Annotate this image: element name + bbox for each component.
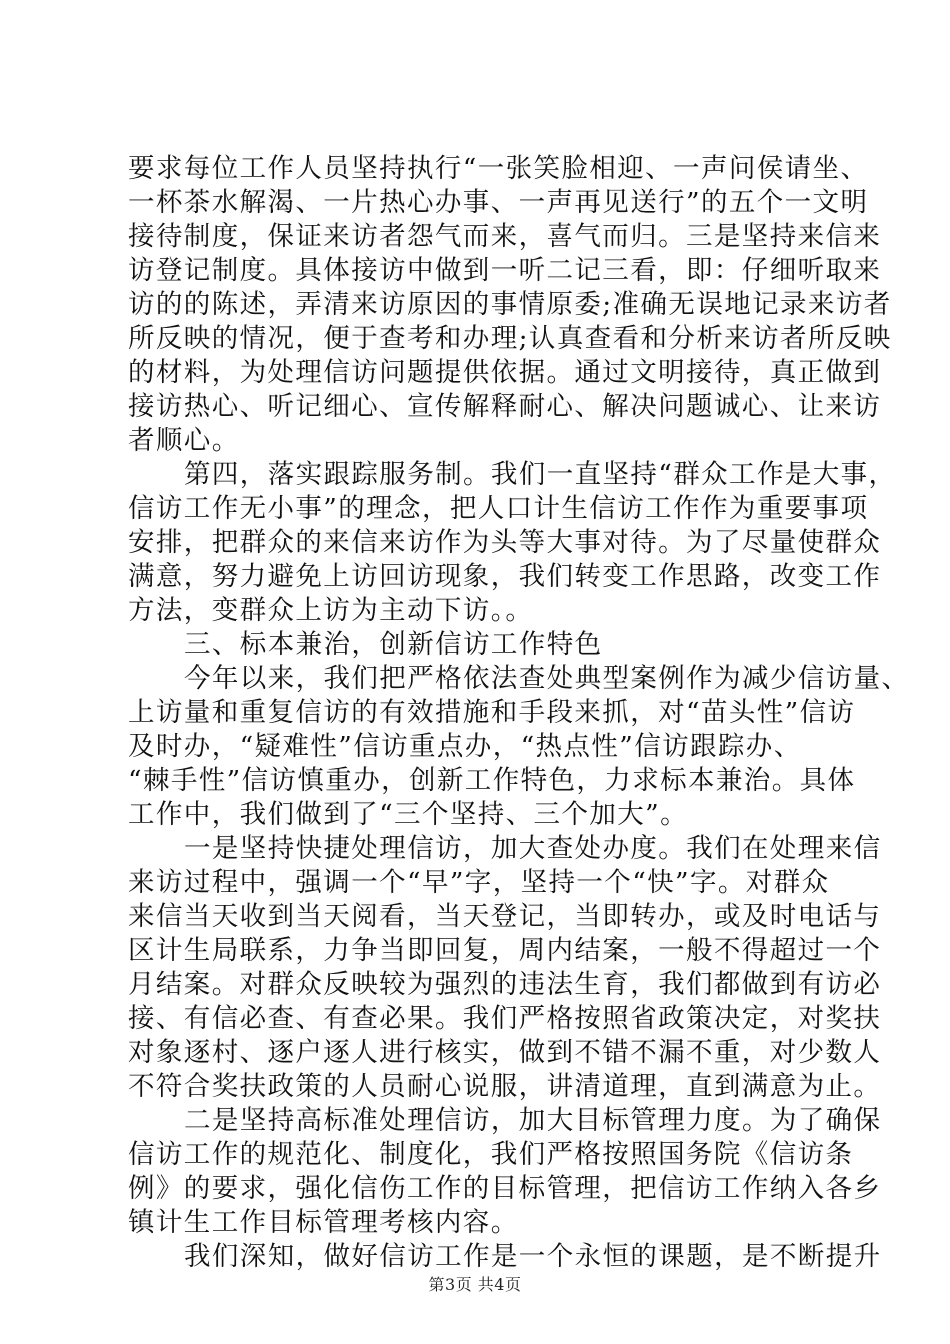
text-line: 接、有信必查、有查必果。我们严格按照省政策决定，对奖扶 <box>128 1003 882 1034</box>
text-line: 方法，变群众上访为主动下访。。 <box>128 595 534 626</box>
text-line: 访的的陈述，弄清来访原因的事情原委;准确无误地记录来访者 <box>128 289 892 320</box>
text-line: 不符合奖扶政策的人员耐心说服，讲清道理，直到满意为止。 <box>128 1071 882 1102</box>
text-line: 接待制度，保证来访者怨气而来，喜气而归。三是坚持来信来 <box>128 221 882 252</box>
text-line: 及时办，“疑难性”信访重点办，“热点性”信访跟踪办、 <box>128 731 802 762</box>
text-line: 所反映的情况，便于查考和办理;认真查看和分析来访者所反映 <box>128 323 892 354</box>
text-line: 的材料，为处理信访问题提供依据。通过文明接待，真正做到 <box>128 357 882 388</box>
text-line: 工作中，我们做到了“三个坚持、三个加大”。 <box>128 799 688 830</box>
text-line: 第四，落实跟踪服务制。我们一直坚持“群众工作是大事， <box>184 459 897 490</box>
text-line: 区计生局联系，力争当即回复，周内结案，一般不得超过一个 <box>128 935 882 966</box>
text-line: 信访工作无小事”的理念，把人口计生信访工作作为重要事项 <box>128 493 869 524</box>
text-line: 镇计生工作目标管理考核内容。 <box>128 1207 519 1238</box>
text-line: 二是坚持高标准处理信访，加大目标管理力度。为了确保 <box>184 1105 882 1136</box>
text-line: 信访工作的规范化、制度化，我们严格按照国务院《信访条 <box>128 1139 854 1170</box>
text-line: 来信当天收到当天阅看，当天登记，当即转办，或及时电话与 <box>128 901 882 932</box>
text-line: “棘手性”信访慎重办，创新工作特色，力求标本兼治。具体 <box>128 765 856 796</box>
text-line: 上访量和重复信访的有效措施和手段来抓，对“苗头性”信访 <box>128 697 856 728</box>
text-line: 今年以来，我们把严格依法查处典型案例作为减少信访量、 <box>184 663 910 694</box>
text-line: 要求每位工作人员坚持执行“一张笑脸相迎、一声问侯请坐、 <box>128 153 869 184</box>
text-line: 安排，把群众的来信来访作为头等大事对待。为了尽量使群众 <box>128 527 882 558</box>
text-line: 我们深知，做好信访工作是一个永恒的课题，是不断提升 <box>184 1241 882 1272</box>
body-text <box>128 152 910 1274</box>
text-line: 满意，努力避免上访回访现象，我们转变工作思路，改变工作 <box>128 561 882 592</box>
text-line: 一是坚持快捷处理信访，加大查处办度。我们在处理来信 <box>184 833 882 864</box>
text-line: 三、标本兼治，创新信访工作特色 <box>184 629 603 660</box>
text-line: 对象逐村、逐户逐人进行核实，做到不错不漏不重，对少数人 <box>128 1037 882 1068</box>
text-line: 接访热心、听记细心、宣传解释耐心、解决问题诚心、让来访 <box>128 391 882 422</box>
text-line: 例》的要求，强化信伤工作的目标管理，把信访工作纳入各乡 <box>128 1173 882 1204</box>
text-line: 者顺心。 <box>128 425 240 456</box>
page-footer: 第3页 共4页 <box>428 1275 522 1294</box>
text-line: 一杯茶水解渴、一片热心办事、一声再见送行”的五个一文明 <box>128 187 869 218</box>
text-line: 月结案。对群众反映较为强烈的违法生育，我们都做到有访必 <box>128 969 882 1000</box>
text-line: 来访过程中，强调一个“早”字，坚持一个“快”字。对群众 <box>128 867 830 898</box>
text-line: 访登记制度。具体接访中做到一听二记三看，即：仔细听取来 <box>128 255 882 286</box>
